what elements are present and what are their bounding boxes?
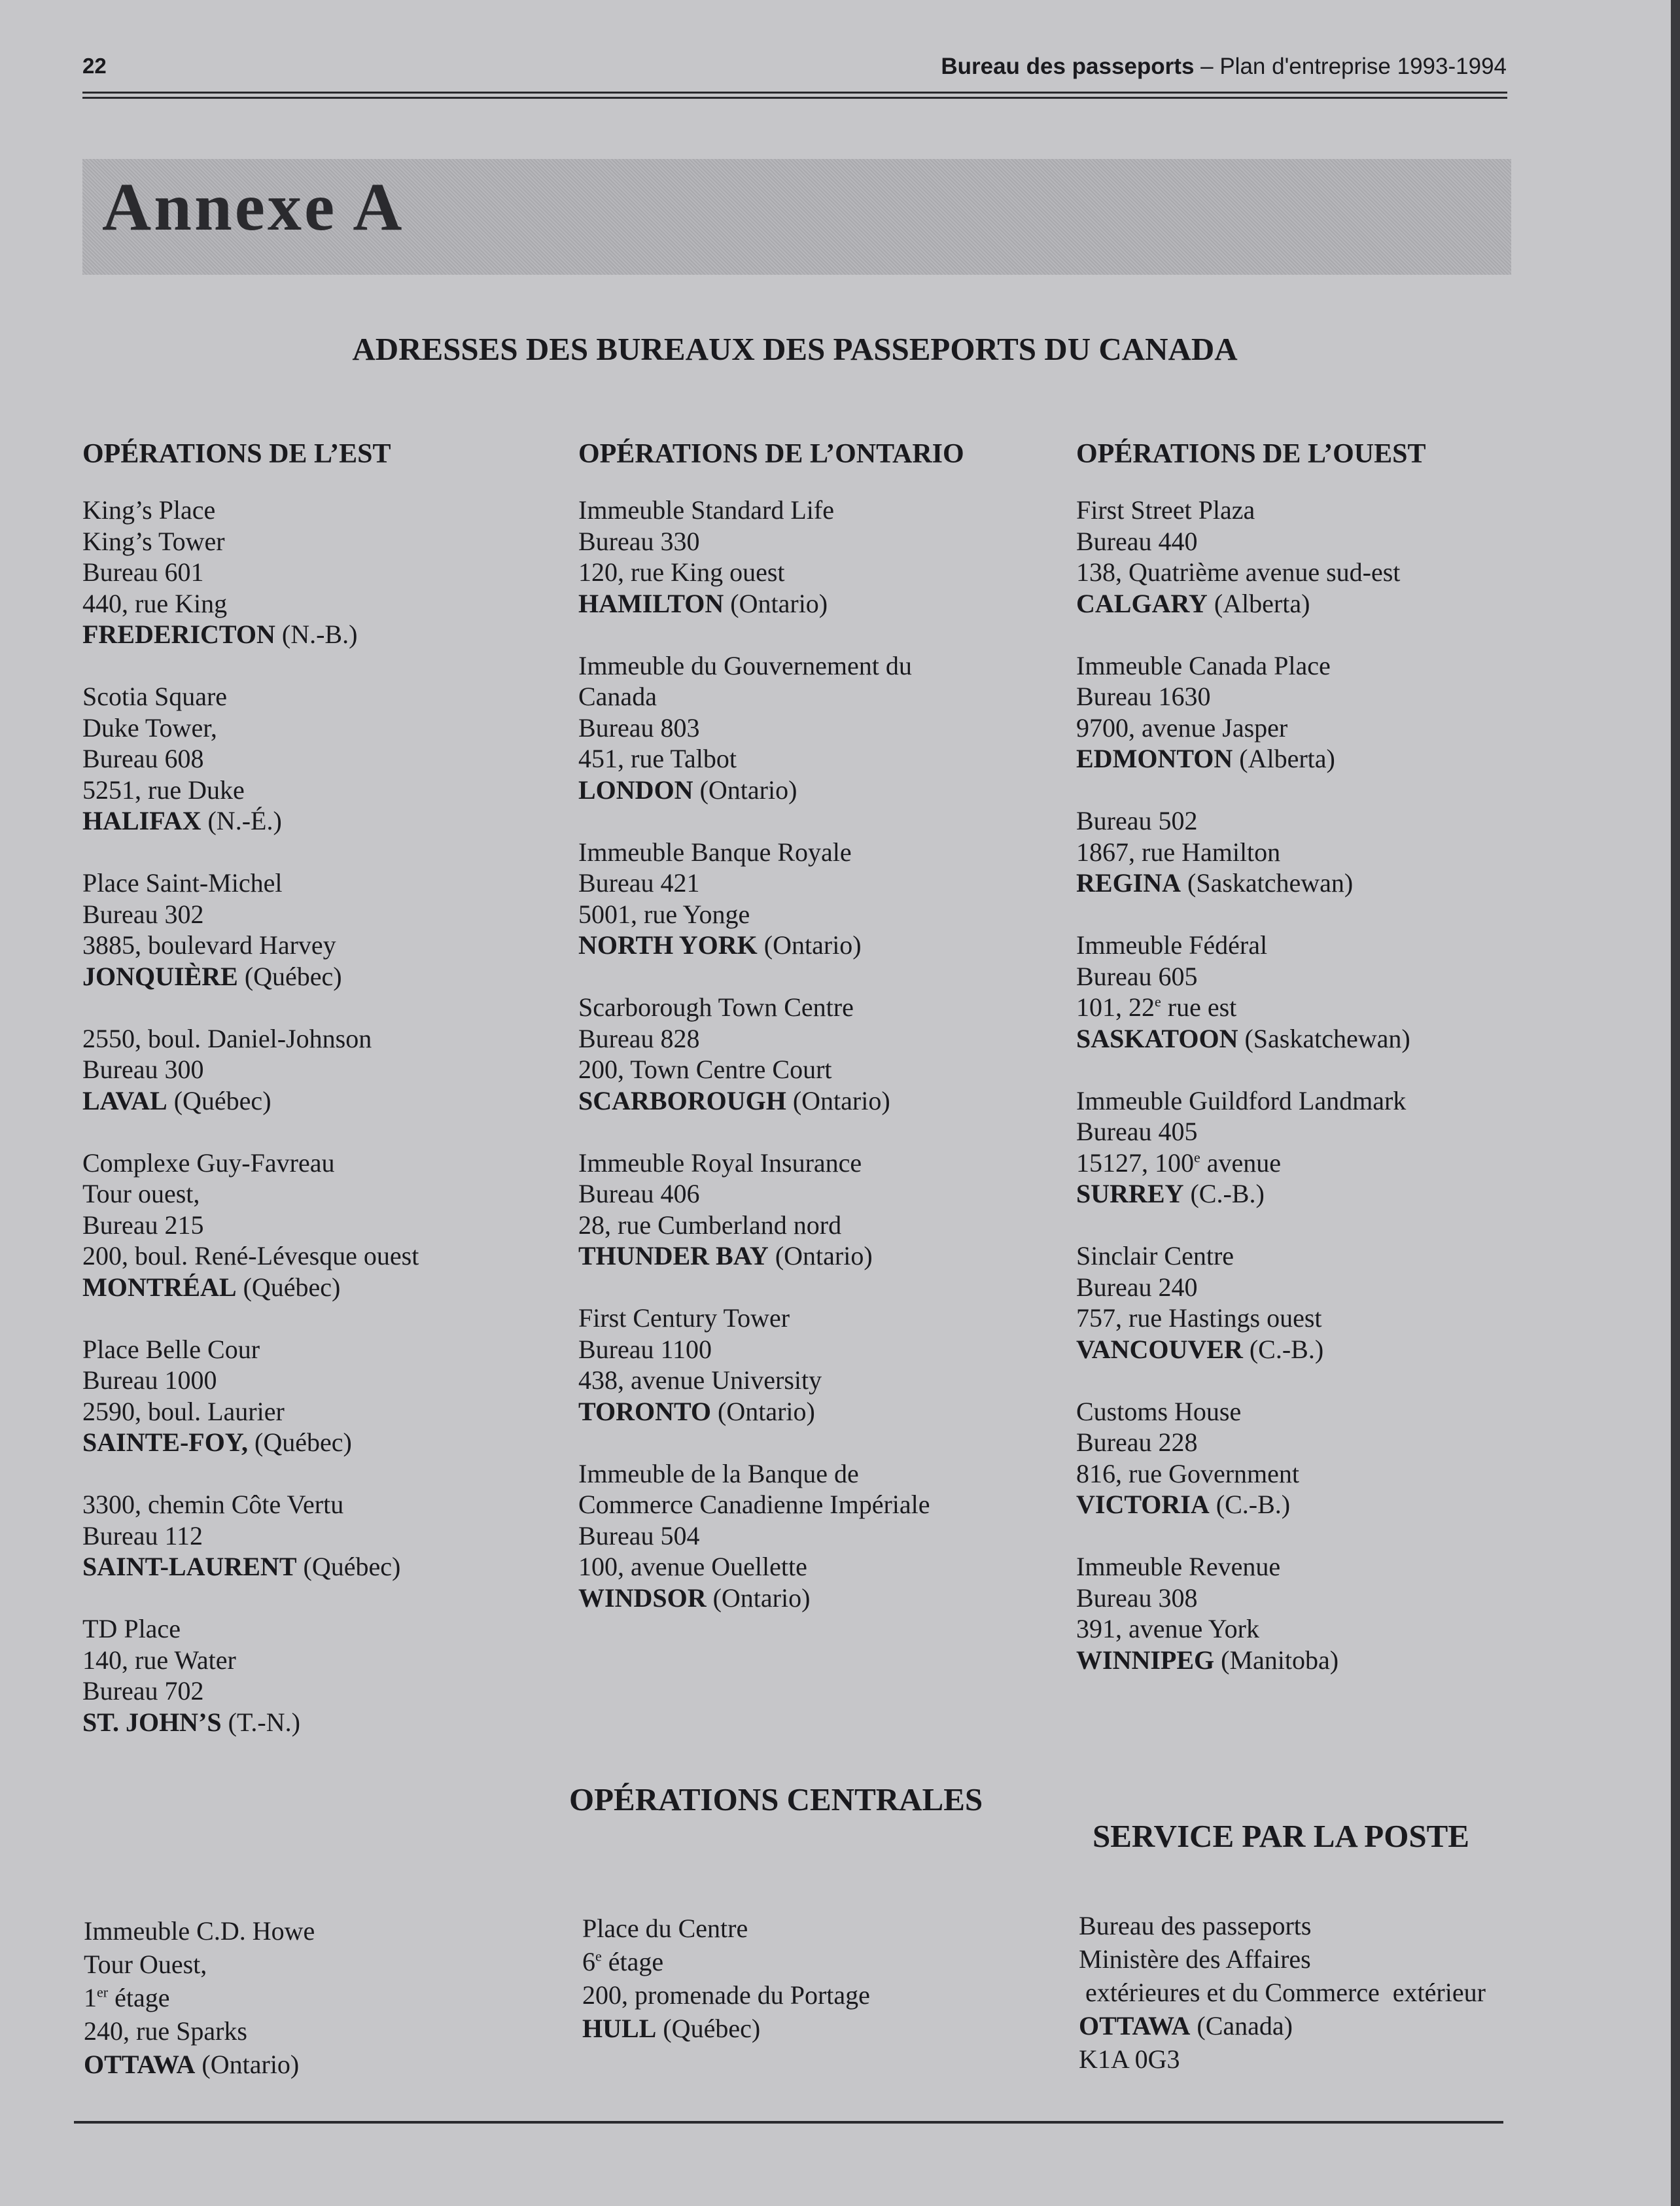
city-name: VANCOUVER — [1076, 1334, 1243, 1364]
address-line: Canada — [578, 682, 657, 711]
annex-title: Annexe A — [102, 169, 405, 245]
address-city-line — [1079, 2009, 1486, 2042]
header-rule-top — [82, 92, 1507, 94]
city-name: OTTAWA — [84, 2050, 196, 2079]
address-city-line — [578, 775, 964, 806]
address-entry — [1076, 1240, 1426, 1365]
address-line: Immeuble Fédéral — [1076, 930, 1268, 960]
city-name: SASKATOON — [1076, 1023, 1238, 1053]
region: (Manitoba) — [1214, 1645, 1339, 1675]
address-entry — [1076, 930, 1426, 1054]
city-name: HULL — [582, 2014, 657, 2043]
address-line: 200, boul. René-Lévesque ouest — [82, 1241, 419, 1270]
address-city-line — [1076, 1645, 1426, 1676]
region: (Saskatchewan) — [1238, 1023, 1410, 1053]
city-name: FREDERICTON — [82, 620, 275, 649]
floor-suffix: e — [595, 1948, 602, 1965]
address-city-line — [578, 588, 964, 620]
page-edge — [1671, 0, 1680, 2206]
address-entry — [578, 495, 964, 619]
city-name: NORTH YORK — [578, 930, 758, 960]
address-line: 140, rue Water — [82, 1645, 236, 1675]
region: (Alberta) — [1233, 744, 1335, 773]
address-line: Bureau 228 — [1076, 1427, 1198, 1457]
address-entry — [1076, 495, 1426, 619]
region: (Québec) — [656, 2014, 761, 2043]
postal-code: K1A 0G3 — [1079, 2044, 1180, 2074]
address-line: Bureau 803 — [578, 712, 700, 743]
address-line: Bureau 1100 — [578, 1334, 712, 1364]
address-entry — [82, 495, 419, 650]
address-city-line — [1076, 1334, 1426, 1365]
address-line: First Century Tower — [578, 1303, 790, 1333]
column-west — [1076, 434, 1426, 1707]
running-head-bold: Bureau des passeports — [941, 54, 1195, 79]
floor-number: 6 — [582, 1947, 595, 1976]
address-list — [1076, 495, 1426, 1675]
region: (Ontario) — [768, 1241, 873, 1270]
address-line: Bureau 440 — [1076, 526, 1198, 556]
column-east — [82, 434, 419, 1769]
bottom-rule — [74, 2121, 1503, 2124]
address-entry — [82, 1613, 419, 1738]
city-name: LAVAL — [82, 1085, 167, 1115]
address-line: Immeuble de la Banque de — [578, 1458, 859, 1488]
region: (Québec) — [236, 1272, 341, 1302]
region: (Québec) — [296, 1552, 401, 1581]
address-line: Bureau 1000 — [82, 1365, 217, 1395]
city-name: ST. JOHN’S — [82, 1707, 222, 1737]
address-line: Bureau 608 — [82, 744, 204, 773]
address-city-line — [82, 1085, 419, 1117]
region: (Ontario) — [786, 1085, 890, 1115]
city-name: SAINT-LAURENT — [82, 1552, 297, 1581]
address-line: 200, Town Centre Court — [578, 1055, 832, 1084]
region: (Québec) — [237, 961, 342, 991]
address-entry — [578, 650, 964, 806]
central-address-ottawa — [84, 1914, 315, 2081]
address-line: Bureau 605 — [1076, 961, 1198, 991]
city-name: VICTORIA — [1076, 1490, 1210, 1519]
region: (Saskatchewan) — [1181, 868, 1354, 898]
address-line: Sinclair Centre — [1076, 1241, 1234, 1270]
address-line: Tour Ouest, — [84, 1950, 207, 1979]
header-rule-bottom — [82, 97, 1507, 99]
address-line: 5001, rue Yonge — [578, 899, 750, 929]
address-line: Bureau 112 — [82, 1520, 203, 1550]
address-entry — [578, 1458, 964, 1614]
floor-number: 1 — [84, 1983, 97, 2012]
city-name: OTTAWA — [1079, 2011, 1191, 2040]
address-line: 3300, chemin Côte Vertu — [82, 1490, 344, 1519]
mail-service-address — [1079, 1909, 1486, 2076]
address-entry — [82, 867, 419, 992]
city-name: EDMONTON — [1076, 744, 1233, 773]
address-entry — [578, 837, 964, 961]
address-city-line — [1076, 743, 1426, 775]
address-line: extérieures et du Commerce extérieur — [1079, 1978, 1486, 2007]
address-line: Place Saint-Michel — [82, 868, 283, 898]
region: (Ontario) — [706, 1583, 811, 1613]
page-header — [82, 54, 1507, 88]
address-line: 3885, boulevard Harvey — [82, 930, 336, 960]
address-line: Immeuble Standard Life — [578, 495, 834, 525]
address-line: Bureau 1630 — [1076, 682, 1211, 711]
address-line — [84, 1981, 315, 2014]
address-entry — [578, 1303, 964, 1427]
region: (Ontario) — [757, 930, 862, 960]
city-name: THUNDER BAY — [578, 1241, 769, 1270]
address-entry — [1076, 1085, 1426, 1210]
address-line: Immeuble Guildford Landmark — [1076, 1085, 1407, 1115]
region: (T.-N.) — [221, 1707, 300, 1737]
address-entry — [1076, 1396, 1426, 1520]
city-name: TORONTO — [578, 1396, 712, 1426]
address-line: Immeuble Revenue — [1076, 1552, 1281, 1581]
city-name: MONTRÉAL — [82, 1272, 237, 1302]
floor-label: étage — [108, 1983, 170, 2012]
address-line: Bureau 330 — [578, 526, 700, 556]
region: (Alberta) — [1207, 588, 1310, 618]
address-city-line — [578, 1583, 964, 1614]
address-line: 757, rue Hastings ouest — [1076, 1303, 1322, 1333]
address-line: 440, rue King — [82, 588, 228, 618]
address-city-line — [582, 2012, 870, 2045]
address-entry — [1076, 805, 1426, 899]
main-heading: ADRESSES DES BUREAUX DES PASSEPORTS DU CANADA — [352, 331, 1238, 367]
region: (C.-B.) — [1209, 1490, 1291, 1519]
city-name: HALIFAX — [82, 806, 201, 835]
address-line: 101, 22e rue est — [1076, 992, 1237, 1022]
address-line: Duke Tower, — [82, 712, 217, 743]
address-city-line — [82, 805, 419, 837]
address-line: 816, rue Government — [1076, 1458, 1300, 1488]
region: (Canada) — [1190, 2011, 1293, 2040]
address-line: Immeuble Banque Royale — [578, 837, 852, 867]
address-entry — [1076, 650, 1426, 775]
address-entry — [82, 681, 419, 837]
column-heading: OPÉRATIONS DE L’ONTARIO — [578, 439, 964, 469]
address-line: 2550, boul. Daniel-Johnson — [82, 1023, 372, 1053]
address-line: Scotia Square — [82, 682, 228, 711]
city-name: JONQUIÈRE — [82, 961, 238, 991]
running-head-rest: – Plan d'entreprise 1993-1994 — [1194, 54, 1507, 79]
address-entry — [82, 1489, 419, 1583]
address-line: First Street Plaza — [1076, 495, 1255, 525]
address-line: Bureau des passeports — [1079, 1911, 1312, 1940]
address-city-line — [82, 619, 419, 650]
address-city-line — [1076, 1023, 1426, 1055]
address-city-line — [82, 1551, 419, 1583]
city-name: CALGARY — [1076, 588, 1208, 618]
address-list — [82, 495, 419, 1738]
address-line: 438, avenue University — [578, 1365, 822, 1395]
address-line: 28, rue Cumberland nord — [578, 1210, 842, 1240]
city-name: HAMILTON — [578, 588, 724, 618]
address-line: Bureau 421 — [578, 868, 700, 898]
city-name: REGINA — [1076, 868, 1181, 898]
address-line: Bureau 300 — [82, 1055, 204, 1084]
address-entry — [578, 1147, 964, 1272]
address-line: Bureau 405 — [1076, 1117, 1198, 1146]
city-name: LONDON — [578, 775, 693, 805]
address-city-line — [578, 1240, 964, 1272]
address-line: Immeuble C.D. Howe — [84, 1916, 315, 1946]
region: (Québec) — [248, 1427, 352, 1457]
floor-suffix: er — [97, 1984, 109, 2001]
address-line: 2590, boul. Laurier — [82, 1396, 285, 1426]
address-line: Commerce Canadienne Impériale — [578, 1490, 930, 1519]
address-line: Bureau 504 — [578, 1520, 700, 1550]
ordinal-suffix: e — [1194, 1149, 1200, 1166]
address-line: 15127, 100e avenue — [1076, 1147, 1282, 1178]
address-line: Immeuble Canada Place — [1076, 650, 1331, 680]
address-line: 391, avenue York — [1076, 1614, 1259, 1643]
address-line: Customs House — [1076, 1396, 1242, 1426]
address-city-line — [1076, 867, 1426, 899]
address-line: Bureau 702 — [82, 1676, 204, 1706]
address-line: Place du Centre — [582, 1914, 748, 1943]
city-name: SCARBOROUGH — [578, 1085, 786, 1115]
city-name: SAINTE-FOY, — [82, 1427, 249, 1457]
address-line: 240, rue Sparks — [84, 2016, 247, 2046]
address-line: 138, Quatrième avenue sud-est — [1076, 557, 1401, 587]
address-city-line — [84, 2048, 315, 2081]
address-city-line — [82, 1707, 419, 1738]
address-line: TD Place — [82, 1614, 181, 1643]
address-line: Bureau 601 — [82, 557, 204, 587]
address-line: 200, promenade du Portage — [582, 1980, 870, 2010]
address-entry — [82, 1147, 419, 1303]
address-city-line — [578, 1085, 964, 1117]
column-ontario — [578, 434, 964, 1645]
address-line: Scarborough Town Centre — [578, 992, 854, 1022]
central-operations-heading: OPÉRATIONS CENTRALES — [569, 1781, 983, 1817]
address-line: Bureau 308 — [1076, 1583, 1198, 1613]
running-head — [941, 54, 1507, 80]
address-line: Tour ouest, — [82, 1179, 200, 1208]
region: (Ontario) — [693, 775, 797, 805]
address-entry — [82, 1334, 419, 1458]
address-line: Bureau 828 — [578, 1023, 700, 1053]
address-line: 100, avenue Ouellette — [578, 1552, 807, 1581]
address-line: 451, rue Talbot — [578, 744, 737, 773]
address-city-line — [1076, 1489, 1426, 1520]
page-number: 22 — [82, 54, 107, 78]
annex-banner — [82, 159, 1511, 275]
address-city-line — [82, 961, 419, 992]
address-entry — [578, 992, 964, 1116]
column-heading: OPÉRATIONS DE L’EST — [82, 439, 391, 469]
region: (N.-B.) — [275, 620, 358, 649]
address-line: Bureau 406 — [578, 1179, 700, 1208]
address-line: King’s Place — [82, 495, 216, 525]
region: (Québec) — [167, 1085, 271, 1115]
address-line: 1867, rue Hamilton — [1076, 837, 1281, 867]
central-address-hull — [582, 1912, 870, 2045]
region: (Ontario) — [195, 2050, 300, 2079]
mail-service-heading: SERVICE PAR LA POSTE — [1093, 1818, 1469, 1854]
address-list — [578, 495, 964, 1613]
column-heading: OPÉRATIONS DE L’OUEST — [1076, 439, 1426, 469]
address-line: Immeuble Royal Insurance — [578, 1147, 862, 1178]
address-line: 9700, avenue Jasper — [1076, 712, 1288, 743]
address-line: 120, rue King ouest — [578, 557, 785, 587]
address-city-line — [1076, 1178, 1426, 1210]
address-city-line — [82, 1427, 419, 1458]
address-city-line — [578, 930, 964, 961]
region: (Ontario) — [711, 1396, 815, 1426]
city-name: WINNIPEG — [1076, 1645, 1215, 1675]
city-name: WINDSOR — [578, 1583, 707, 1613]
address-city-line — [1076, 588, 1426, 620]
address-city-line — [578, 1396, 964, 1427]
address-line — [582, 1945, 870, 1978]
address-entry — [82, 1023, 419, 1117]
address-line: Bureau 502 — [1076, 806, 1198, 835]
region: (C.-B.) — [1183, 1179, 1265, 1208]
address-line: Bureau 240 — [1076, 1272, 1198, 1302]
region: (Ontario) — [724, 588, 828, 618]
address-city-line — [82, 1272, 419, 1303]
address-line: Immeuble du Gouvernement du — [578, 650, 912, 680]
address-line: Place Belle Cour — [82, 1334, 260, 1364]
region: (C.-B.) — [1242, 1334, 1324, 1364]
address-line: King’s Tower — [82, 526, 225, 556]
address-line: Complexe Guy-Favreau — [82, 1147, 335, 1178]
address-line: Ministère des Affaires — [1079, 1944, 1311, 1974]
address-entry — [1076, 1551, 1426, 1675]
address-line: Bureau 215 — [82, 1210, 204, 1240]
address-line: 5251, rue Duke — [82, 775, 245, 805]
region: (N.-É.) — [201, 806, 282, 835]
city-name: SURREY — [1076, 1179, 1184, 1208]
floor-label: étage — [601, 1947, 664, 1976]
ordinal-suffix: e — [1155, 993, 1161, 1010]
address-line: Bureau 302 — [82, 899, 204, 929]
